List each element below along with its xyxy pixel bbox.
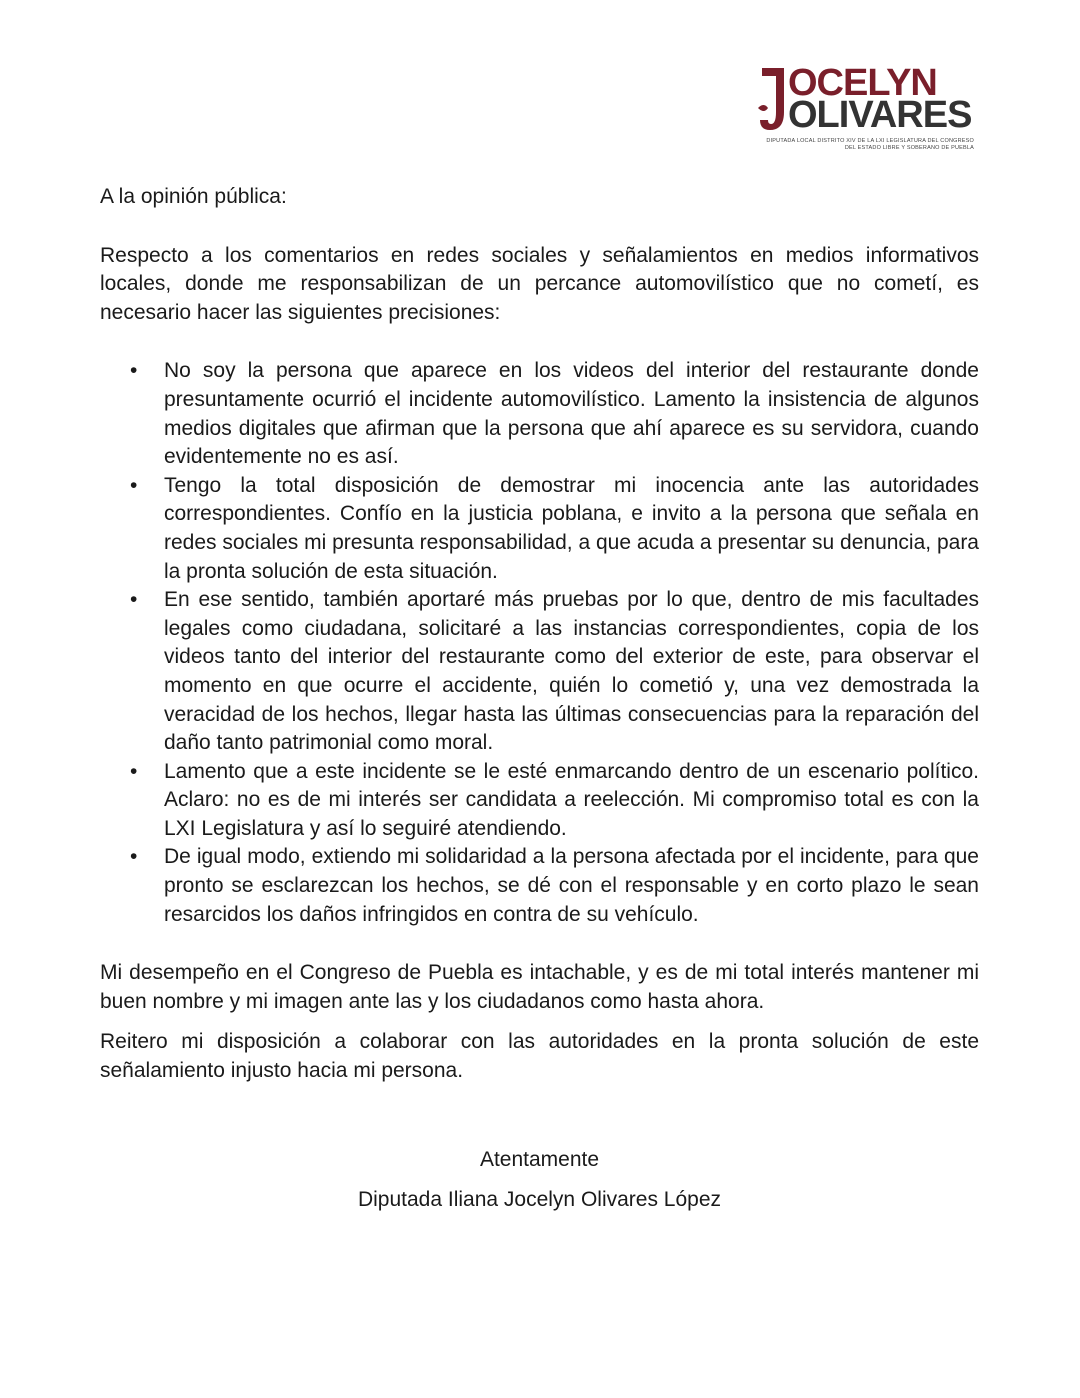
logo-line1: OCELYN xyxy=(788,62,937,104)
bullet-icon: • xyxy=(130,759,138,783)
regards: Atentamente xyxy=(479,1147,600,1171)
greeting: A la opinión pública: xyxy=(100,185,287,208)
logo-line2: OLIVARES xyxy=(788,94,972,136)
point-text: En ese sentido, también aportaré más pruebas por lo que, dentro de mis facultades legales como ciudadana, solicitaré a las instancias correspondientes, copia de los videos tanto del interior del restaurante como del exterior de este, para observar el momento en que ocurre el accidente, quién lo cometió y, una vez demostrada la veracidad de los hechos, llegar hasta las últimas consecuencias para la reparación del daño tanto patrimonial como moral. xyxy=(164,588,979,755)
bullet-icon: • xyxy=(130,588,138,612)
point-text: No soy la persona que aparece en los videos del interior del restaurante donde presuntamente ocurrió el incidente automovilístico. Lamento la insistencia de algunos medios digitales que afirman que la persona que ahí aparece es su servidora, cuando evidentemente no es así. xyxy=(164,359,979,469)
closing-paragraph-2: Reitero mi disposición a colaborar con las autoridades en la pronta solución de este señalamiento injusto hacia mi persona. xyxy=(100,1030,979,1083)
logo xyxy=(752,60,982,160)
bullet-icon: • xyxy=(130,359,138,383)
logo-j-icon xyxy=(758,64,786,132)
list-item xyxy=(130,843,979,929)
closing-paragraph-1: Mi desempeño en el Congreso de Puebla es intachable, y es de mi total interés mantener mi buen nombre y mi imagen ante las y los ciudadanos como hasta ahora. xyxy=(100,961,979,1013)
list-item xyxy=(130,758,979,844)
logo-subtitle: DIPUTADA LOCAL DISTRITO XIV DE LA LXI LEGISLATURA DEL CONGRESO DEL ESTADO LIBRE Y SOBERANO DE PUEBLA xyxy=(766,138,974,151)
bullet-icon: • xyxy=(130,845,138,869)
signature-name: Diputada Iliana Jocelyn Olivares López xyxy=(357,1188,722,1212)
point-text: De igual modo, extiendo mi solidaridad a la persona afectada por el incidente, para que pronto se esclarezcan los hechos, se dé con el responsable y en corto plazo le sean resarcidos los daños infringidos en contra de su vehículo. xyxy=(164,845,979,926)
list-item xyxy=(130,357,979,471)
point-text: Lamento que a este incidente se le esté enmarcando dentro de un escenario político. Aclaro: no es de mi interés ser candidata a reelección. Mi compromiso total es con la LXI Legislatura y así lo seguiré atendiendo. xyxy=(164,759,979,840)
point-text: Tengo la total disposición de demostrar mi inocencia ante las autoridades correspondientes. Confío en la justicia poblana, e invito a la persona que señala en redes sociales mi presunta responsabilidad, a que acuda a presentar su denuncia, para la pronta solución de esta situación. xyxy=(164,473,979,583)
letter-body xyxy=(100,183,979,1215)
signature-block xyxy=(100,1146,979,1215)
intro-paragraph: Respecto a los comentarios en redes sociales y señalamientos en medios informativos locales, donde me responsabilizan de un percance automovilístico que no cometí, es necesario hacer las siguientes precisiones: xyxy=(100,243,979,324)
list-item xyxy=(130,586,979,758)
bullet-icon: • xyxy=(130,473,138,497)
list-item xyxy=(130,472,979,586)
points-list xyxy=(100,357,979,929)
